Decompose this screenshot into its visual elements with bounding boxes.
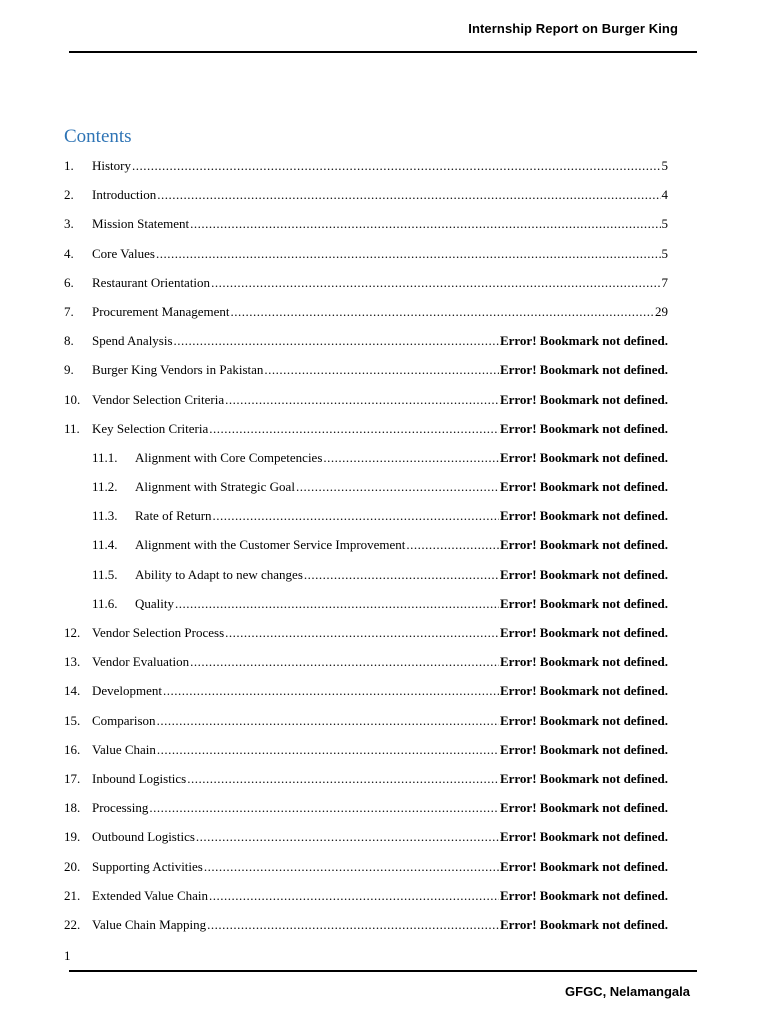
toc-entry-number: 20.	[64, 858, 81, 874]
toc-entry-number: 14.	[64, 683, 81, 699]
toc-entry-number: 12.	[64, 625, 81, 640]
toc-entry-page: Error! Bookmark not defined.	[499, 654, 668, 670]
toc-entry-page: Error! Bookmark not defined.	[499, 916, 668, 932]
toc-entry-number: 4.	[64, 245, 74, 261]
toc-dot-leader	[211, 275, 660, 291]
toc-entry-page: Error! Bookmark not defined.	[499, 858, 668, 874]
toc-dot-leader	[157, 713, 499, 729]
toc-dot-leader	[225, 392, 499, 408]
toc-entry[interactable]	[64, 392, 668, 421]
toc-entry-page: 5	[661, 216, 668, 232]
toc-dot-leader	[149, 800, 499, 816]
toc-dot-leader	[174, 333, 499, 349]
footer-text: GFGC, Nelamangala	[565, 984, 690, 999]
toc-dot-leader	[296, 479, 499, 495]
toc-entry-title: Introduction	[92, 187, 157, 203]
toc-entry-title: Alignment with Strategic Goal	[135, 479, 295, 495]
toc-entry-page: Error! Bookmark not defined.	[499, 449, 668, 465]
toc-entry[interactable]	[64, 625, 668, 654]
toc-entry[interactable]	[64, 304, 668, 333]
toc-dot-leader	[175, 596, 499, 612]
toc-dot-leader	[225, 625, 499, 641]
toc-entry[interactable]	[64, 742, 668, 771]
toc-dot-leader	[156, 246, 661, 262]
toc-entry-number: 8.	[64, 333, 74, 349]
toc-entry-title: Key Selection Criteria	[92, 420, 209, 436]
toc-entry-title: Processing	[92, 800, 149, 816]
toc-entry-title: Rate of Return	[135, 508, 212, 524]
toc-entry-page: Error! Bookmark not defined.	[499, 683, 668, 699]
toc-entry-title: Comparison	[92, 712, 156, 728]
toc-dot-leader	[209, 421, 499, 437]
toc-entry-title: Vendor Evaluation	[92, 654, 190, 670]
toc-entry[interactable]	[64, 158, 668, 187]
toc-entry-number: 11.1.	[92, 449, 118, 465]
toc-entry-number: 11.4.	[92, 537, 118, 553]
toc-entry-page: 5	[661, 158, 668, 173]
toc-entry[interactable]	[64, 333, 668, 362]
toc-entry-page: Error! Bookmark not defined.	[499, 595, 668, 611]
toc-entry-title: Restaurant Orientation	[92, 274, 211, 290]
toc-entry-number: 2.	[64, 187, 74, 203]
toc-dot-leader	[264, 362, 499, 378]
toc-entry[interactable]	[64, 450, 668, 479]
toc-dot-leader	[213, 508, 499, 524]
toc-entry-number: 10.	[64, 391, 81, 407]
toc-entry-number: 11.3.	[92, 508, 118, 524]
header-title: Internship Report on Burger King	[468, 21, 678, 36]
toc-entry[interactable]	[64, 654, 668, 683]
toc-entry-page: Error! Bookmark not defined.	[499, 479, 668, 495]
toc-entry-number: 6.	[64, 274, 74, 290]
toc-entry-number: 18.	[64, 800, 81, 816]
toc-entry-page: Error! Bookmark not defined.	[499, 800, 668, 816]
toc-entry-page: 7	[661, 274, 668, 290]
toc-dot-leader	[196, 829, 499, 845]
toc-entry[interactable]	[64, 567, 668, 596]
toc-entry-number: 22.	[64, 916, 81, 932]
toc-entry-title: Vendor Selection Criteria	[92, 391, 225, 407]
toc-entry[interactable]	[64, 683, 668, 712]
toc-entry-number: 7.	[64, 303, 74, 319]
toc-entry-page: Error! Bookmark not defined.	[499, 420, 668, 436]
toc-entry-title: Outbound Logistics	[92, 829, 195, 845]
toc-entry-page: Error! Bookmark not defined.	[499, 508, 668, 524]
toc-entry[interactable]	[64, 275, 668, 304]
contents-heading: Contents	[64, 126, 132, 147]
toc-entry-number: 21.	[64, 887, 81, 903]
toc-entry-number: 9.	[64, 362, 74, 378]
toc-dot-leader	[209, 888, 499, 904]
toc-dot-leader	[323, 450, 499, 466]
toc-dot-leader	[207, 917, 499, 933]
toc-entry-page: Error! Bookmark not defined.	[499, 391, 668, 407]
toc-entry-page: Error! Bookmark not defined.	[499, 566, 668, 582]
toc-entry[interactable]	[64, 537, 668, 566]
toc-entry-page: Error! Bookmark not defined.	[499, 887, 668, 903]
toc-dot-leader	[190, 654, 499, 670]
toc-entry-title: Core Values	[92, 245, 155, 261]
toc-entry-page: 29	[655, 303, 668, 319]
header-rule	[69, 51, 697, 53]
toc-entry[interactable]	[64, 479, 668, 508]
toc-entry-page: Error! Bookmark not defined.	[499, 625, 668, 640]
toc-entry-number: 11.	[64, 420, 80, 436]
toc-entry[interactable]	[64, 246, 668, 275]
toc-entry[interactable]	[64, 888, 668, 917]
toc-entry[interactable]	[64, 421, 668, 450]
toc-dot-leader	[157, 187, 660, 203]
toc-dot-leader	[304, 567, 499, 583]
toc-entry[interactable]	[64, 508, 668, 537]
toc-entry-number: 1.	[64, 158, 74, 173]
toc-entry-title: Quality	[135, 595, 174, 611]
toc-entry-page: Error! Bookmark not defined.	[499, 362, 668, 378]
toc-entry-number: 13.	[64, 654, 81, 670]
toc-dot-leader	[187, 771, 499, 787]
toc-entry-page: 5	[661, 245, 668, 261]
footer-rule	[69, 970, 697, 972]
toc-entry-page: Error! Bookmark not defined.	[499, 333, 668, 349]
toc-entry-title: Extended Value Chain	[92, 887, 209, 903]
toc-entry-page: Error! Bookmark not defined.	[499, 829, 668, 845]
toc-entry-title: Supporting Activities	[92, 858, 203, 874]
toc-entry-title: Ability to Adapt to new changes	[135, 566, 303, 582]
toc-entry-title: Procurement Management	[92, 303, 230, 319]
toc-entry-number: 3.	[64, 216, 74, 232]
toc-dot-leader	[190, 216, 660, 232]
toc-entry-title: Development	[92, 683, 163, 699]
toc-entry-title: History	[92, 158, 131, 173]
toc-dot-leader	[157, 742, 499, 758]
toc-entry-page: Error! Bookmark not defined.	[499, 770, 668, 786]
toc-dot-leader	[163, 683, 499, 699]
toc-entry-page: 4	[661, 187, 668, 203]
toc-entry-number: 11.2.	[92, 479, 118, 495]
table-of-contents	[64, 158, 668, 946]
toc-entry-title: Alignment with Core Competencies	[135, 449, 323, 465]
toc-entry-page: Error! Bookmark not defined.	[499, 712, 668, 728]
toc-entry[interactable]	[64, 362, 668, 391]
toc-dot-leader	[406, 537, 499, 553]
toc-entry-title: Mission Statement	[92, 216, 190, 232]
toc-entry-title: Burger King Vendors in Pakistan	[92, 362, 264, 378]
toc-entry[interactable]	[64, 771, 668, 800]
toc-entry[interactable]	[64, 216, 668, 245]
toc-entry-number: 15.	[64, 712, 81, 728]
page-number: 1	[64, 948, 71, 963]
toc-entry-number: 16.	[64, 741, 81, 757]
toc-entry-number: 17.	[64, 770, 81, 786]
toc-entry[interactable]	[64, 917, 668, 946]
toc-entry-title: Vendor Selection Process	[92, 625, 225, 640]
toc-entry-title: Value Chain Mapping	[92, 916, 207, 932]
toc-entry[interactable]	[64, 713, 668, 742]
toc-entry[interactable]	[64, 829, 668, 858]
toc-entry[interactable]	[64, 800, 668, 829]
toc-entry-title: Inbound Logistics	[92, 770, 187, 786]
toc-entry-number: 11.6.	[92, 595, 118, 611]
toc-entry[interactable]	[64, 187, 668, 216]
toc-entry-title: Alignment with the Customer Service Improvement	[135, 537, 406, 553]
toc-dot-leader	[231, 304, 654, 320]
toc-entry-number: 19.	[64, 829, 81, 845]
toc-entry[interactable]	[64, 859, 668, 888]
toc-dot-leader	[204, 859, 499, 875]
toc-entry-title: Spend Analysis	[92, 333, 173, 349]
toc-entry-page: Error! Bookmark not defined.	[499, 537, 668, 553]
toc-entry-number: 11.5.	[92, 566, 118, 582]
toc-entry[interactable]	[64, 596, 668, 625]
toc-entry-title: Value Chain	[92, 741, 156, 757]
toc-dot-leader	[132, 158, 661, 174]
toc-entry-page: Error! Bookmark not defined.	[499, 741, 668, 757]
